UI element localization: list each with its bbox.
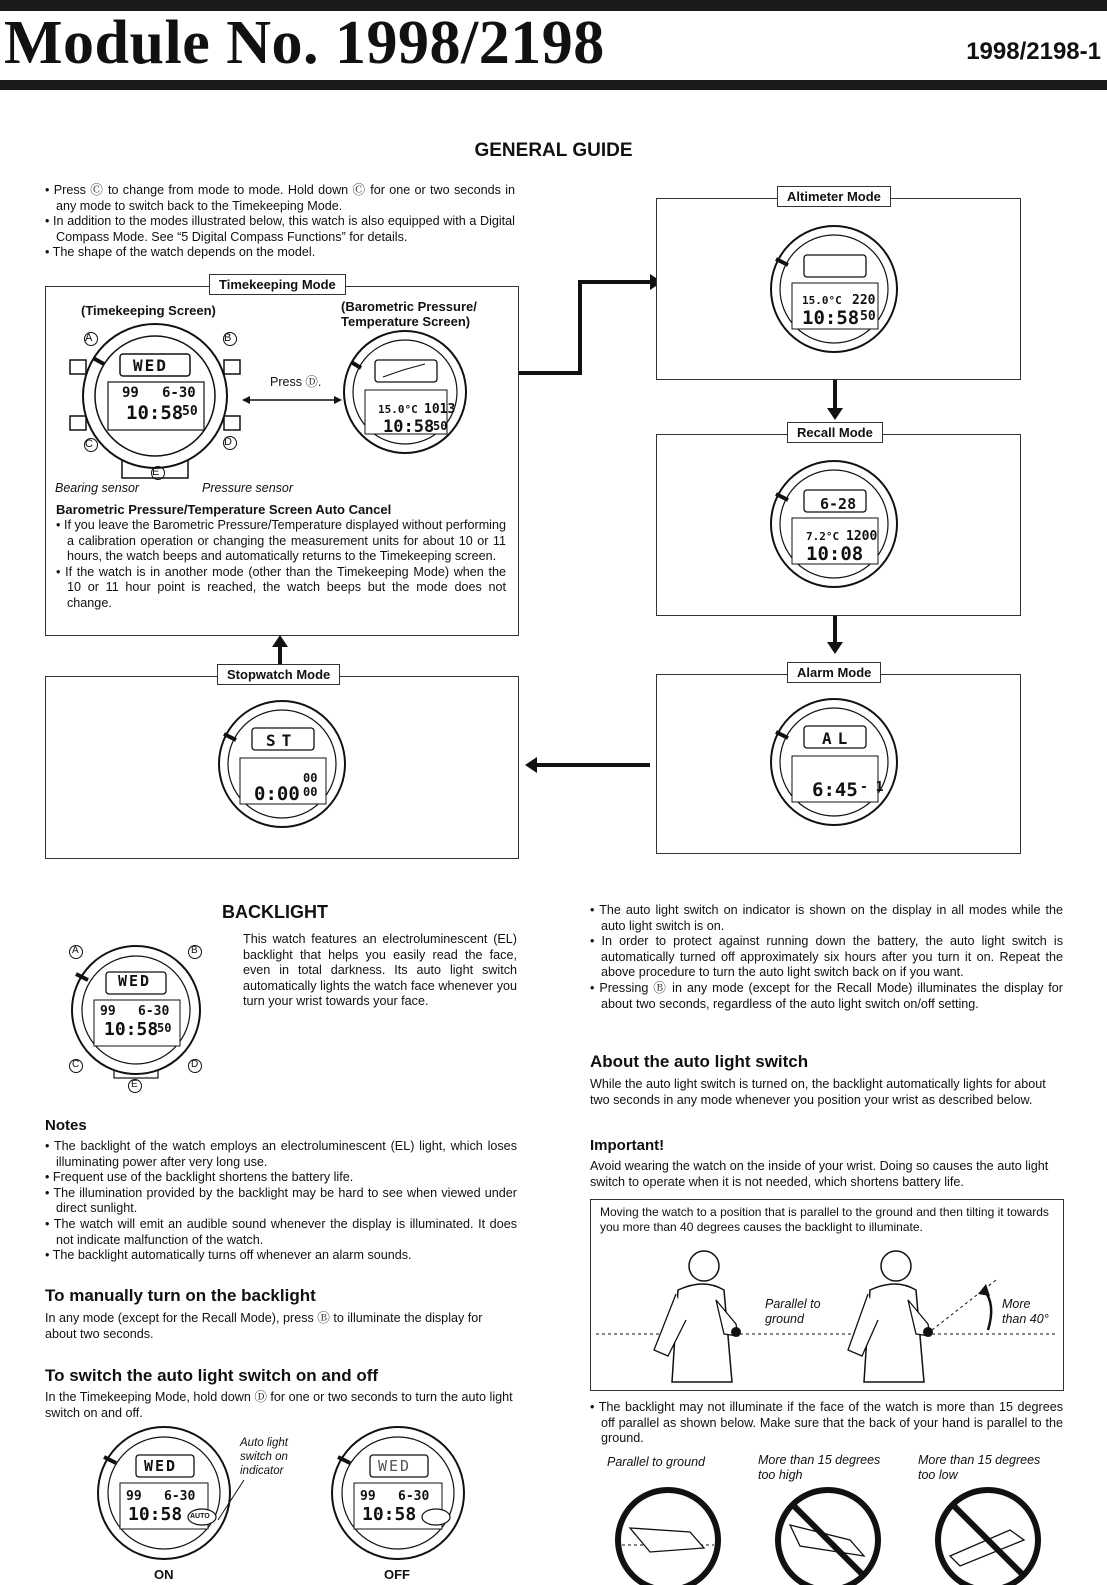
lcd-alarm-number: - 1 bbox=[860, 780, 884, 795]
lcd-temperature: 15.0°C bbox=[378, 403, 418, 416]
alarm-mode-label: Alarm Mode bbox=[787, 662, 881, 683]
about-text: While the auto light switch is turned on, the backlight automatically lights for about two seconds in any mode whenever you position your wrist as described below. bbox=[590, 1077, 1046, 1107]
switch-heading: To switch the auto light switch on and off bbox=[45, 1366, 379, 1385]
backlight-intro: This watch features an electroluminescent (EL) backlight that helps you easily read the face, even in total darkness. Its auto light switch automatically lights the watch face whenever you turn your wrist towards your face. bbox=[243, 932, 517, 1009]
off-caption: OFF bbox=[384, 1567, 410, 1582]
lcd-day: WED bbox=[118, 972, 152, 990]
lcd-time: 10:58 bbox=[383, 417, 435, 437]
module-title: Module No. 1998/2198 bbox=[4, 9, 605, 77]
lcd-time: 10:58 bbox=[128, 1504, 183, 1525]
manual-backlight-text: In any mode (except for the Recall Mode), press Ⓑ to illuminate the display for about two seconds. bbox=[45, 1311, 483, 1341]
switch-text: In the Timekeeping Mode, hold down Ⓓ for one or two seconds to turn the auto light switch on and off. bbox=[45, 1390, 513, 1420]
bottom-bullet: • The backlight may not illuminate if the face of the watch is more than 15 degrees off parallel as shown below. Make sure that the back of your hand is parallel to the ground. bbox=[590, 1400, 1063, 1446]
caption-too-high: More than 15 degrees too high bbox=[758, 1453, 881, 1482]
lcd-seconds: 50 bbox=[433, 419, 448, 433]
auto-light-bullet: • In order to protect against running down the battery, the auto light switch is automatically turned off approximately six hours after you turn it on. Repeat the above procedure to turn the auto light switch back on if you want. bbox=[590, 934, 1063, 980]
lcd-seconds: 50 bbox=[182, 404, 198, 419]
parallel-to-ground-label: Parallel to ground bbox=[765, 1297, 821, 1326]
button-e-label: E bbox=[131, 1079, 138, 1090]
lcd-date: 6-30 bbox=[162, 385, 196, 401]
more-than-40-label: More than 40° bbox=[1002, 1297, 1049, 1326]
lcd-time: 10:58 bbox=[802, 307, 860, 329]
press-d-label: Press Ⓓ. bbox=[270, 375, 322, 389]
manual-backlight-heading: To manually turn on the backlight bbox=[45, 1286, 316, 1305]
caption-parallel: Parallel to ground bbox=[607, 1455, 705, 1469]
guide-bullet: • In addition to the modes illustrated below, this watch is also equipped with a Digital Compass Mode. See “5 Digital Compass Functions” for details. bbox=[45, 214, 515, 244]
lcd-seconds: 50 bbox=[860, 309, 876, 324]
lcd-day: WED bbox=[133, 356, 168, 375]
lcd-stopwatch-b: 00 bbox=[303, 785, 318, 799]
note-item: • The watch will emit an audible sound whenever the display is illuminated. It does not indicate malfunction of the watch. bbox=[45, 1216, 517, 1247]
recall-mode-label: Recall Mode bbox=[787, 422, 883, 443]
lcd-stopwatch-time: 0:00 bbox=[254, 783, 300, 805]
button-a-label: A bbox=[72, 945, 79, 956]
lcd-year: 99 bbox=[360, 1489, 376, 1504]
altimeter-mode-label: Altimeter Mode bbox=[777, 186, 891, 207]
lcd-time: 10:58 bbox=[126, 402, 184, 424]
button-b-label: B bbox=[224, 332, 232, 344]
important-heading: Important! bbox=[590, 1137, 665, 1154]
general-guide-heading: GENERAL GUIDE bbox=[474, 140, 633, 161]
lcd-stopwatch-a: 00 bbox=[303, 771, 318, 785]
note-item: • The backlight automatically turns off whenever an alarm sounds. bbox=[45, 1248, 412, 1263]
lcd-day: WED bbox=[378, 1457, 412, 1475]
pressure-sensor-label: Pressure sensor bbox=[202, 481, 294, 495]
note-item: • The backlight of the watch employs an electroluminescent (EL) light, which loses illuminating power after very long use. bbox=[45, 1139, 517, 1169]
lcd-pressure: 1013 bbox=[424, 402, 456, 417]
lcd-year: 99 bbox=[126, 1489, 142, 1504]
important-text: Avoid wearing the watch on the inside of your wrist. Doing so causes the auto light switch to operate when it is not needed, which shortens battery life. bbox=[590, 1159, 1049, 1189]
lcd-alarm-title: AL bbox=[822, 729, 854, 748]
auto-cancel-bullet: • If you leave the Barometric Pressure/Temperature displayed without performing a calibration operation or changing the measurement units for about 10 or 11 hours, the watch beeps and automatically returns to the Timekeeping screen. bbox=[56, 518, 506, 564]
lcd-time: 10:58 bbox=[104, 1019, 159, 1040]
tilt-box-text: Moving the watch to a position that is parallel to the ground and then tilting it towards you more than 40 degrees causes the backlight to illuminate. bbox=[600, 1205, 1049, 1234]
lcd-time: 10:58 bbox=[362, 1504, 417, 1525]
lcd-date: 6-30 bbox=[164, 1489, 196, 1504]
button-c-label: C bbox=[85, 438, 93, 450]
notes-heading: Notes bbox=[45, 1117, 87, 1134]
button-a-label: A bbox=[85, 332, 93, 344]
lcd-alarm-time: 6:45 bbox=[812, 779, 858, 801]
lcd-year: 99 bbox=[100, 1004, 116, 1019]
button-e-label: E bbox=[152, 466, 160, 478]
auto-indicator-icon: AUTO bbox=[190, 1513, 210, 1520]
lcd-temperature: 15.0°C bbox=[802, 294, 842, 307]
timekeeping-screen-caption: (Timekeeping Screen) bbox=[81, 303, 216, 318]
lcd-stopwatch-title: ST bbox=[266, 731, 298, 750]
auto-cancel-bullet: • If the watch is in another mode (other than the Timekeeping Mode) when the 10 or 11 hour point is reached, the watch beeps but the mode does not change. bbox=[56, 564, 506, 610]
about-heading: About the auto light switch bbox=[590, 1052, 809, 1071]
lcd-recall-altitude: 1200 bbox=[846, 529, 878, 544]
lcd-recall-time: 10:08 bbox=[806, 543, 864, 565]
backlight-heading: BACKLIGHT bbox=[222, 902, 328, 922]
lcd-recall-temperature: 7.2°C bbox=[806, 530, 840, 543]
timekeeping-mode-label: Timekeeping Mode bbox=[209, 274, 346, 295]
guide-bullet: • Press Ⓒ to change from mode to mode. Hold down Ⓒ for one or two seconds in any mode to switch back to the Timekeeping Mode. bbox=[45, 183, 515, 213]
bearing-sensor-label: Bearing sensor bbox=[55, 481, 140, 495]
button-b-label: B bbox=[191, 945, 198, 956]
note-item: • Frequent use of the backlight shortens the battery life. bbox=[45, 1170, 354, 1185]
module-code: 1998/2198-1 bbox=[966, 38, 1101, 65]
lcd-year: 99 bbox=[122, 385, 139, 401]
auto-light-bullet: • The auto light switch on indicator is shown on the display in all modes while the auto light switch is on. bbox=[590, 903, 1063, 933]
lcd-date: 6-30 bbox=[398, 1489, 430, 1504]
guide-bullet: • The shape of the watch depends on the model. bbox=[45, 245, 316, 260]
button-d-label: D bbox=[224, 436, 232, 448]
lcd-day: WED bbox=[144, 1457, 178, 1475]
lcd-recall-date: 6-28 bbox=[820, 495, 857, 513]
auto-indicator-label: Auto light switch on indicator bbox=[240, 1437, 288, 1477]
lcd-altitude: 220 bbox=[852, 293, 876, 308]
lcd-seconds: 50 bbox=[157, 1021, 172, 1035]
button-d-label: D bbox=[191, 1059, 199, 1070]
stopwatch-mode-label: Stopwatch Mode bbox=[217, 664, 340, 685]
note-item: • The illumination provided by the backlight may be hard to see when viewed under direct sunlight. bbox=[45, 1185, 517, 1216]
auto-cancel-heading: Barometric Pressure/Temperature Screen Auto Cancel bbox=[56, 502, 392, 517]
lcd-date: 6-30 bbox=[138, 1004, 170, 1019]
on-caption: ON bbox=[154, 1567, 174, 1582]
auto-light-bullet: • Pressing Ⓑ in any mode (except for the Recall Mode) illuminates the display for about two seconds, regardless of the auto light switch on/off setting. bbox=[590, 980, 1063, 1011]
barometric-screen-caption: (Barometric Pressure/ Temperature Screen) bbox=[341, 299, 477, 329]
button-c-label: C bbox=[72, 1059, 80, 1070]
caption-too-low: More than 15 degrees too low bbox=[918, 1453, 1041, 1482]
